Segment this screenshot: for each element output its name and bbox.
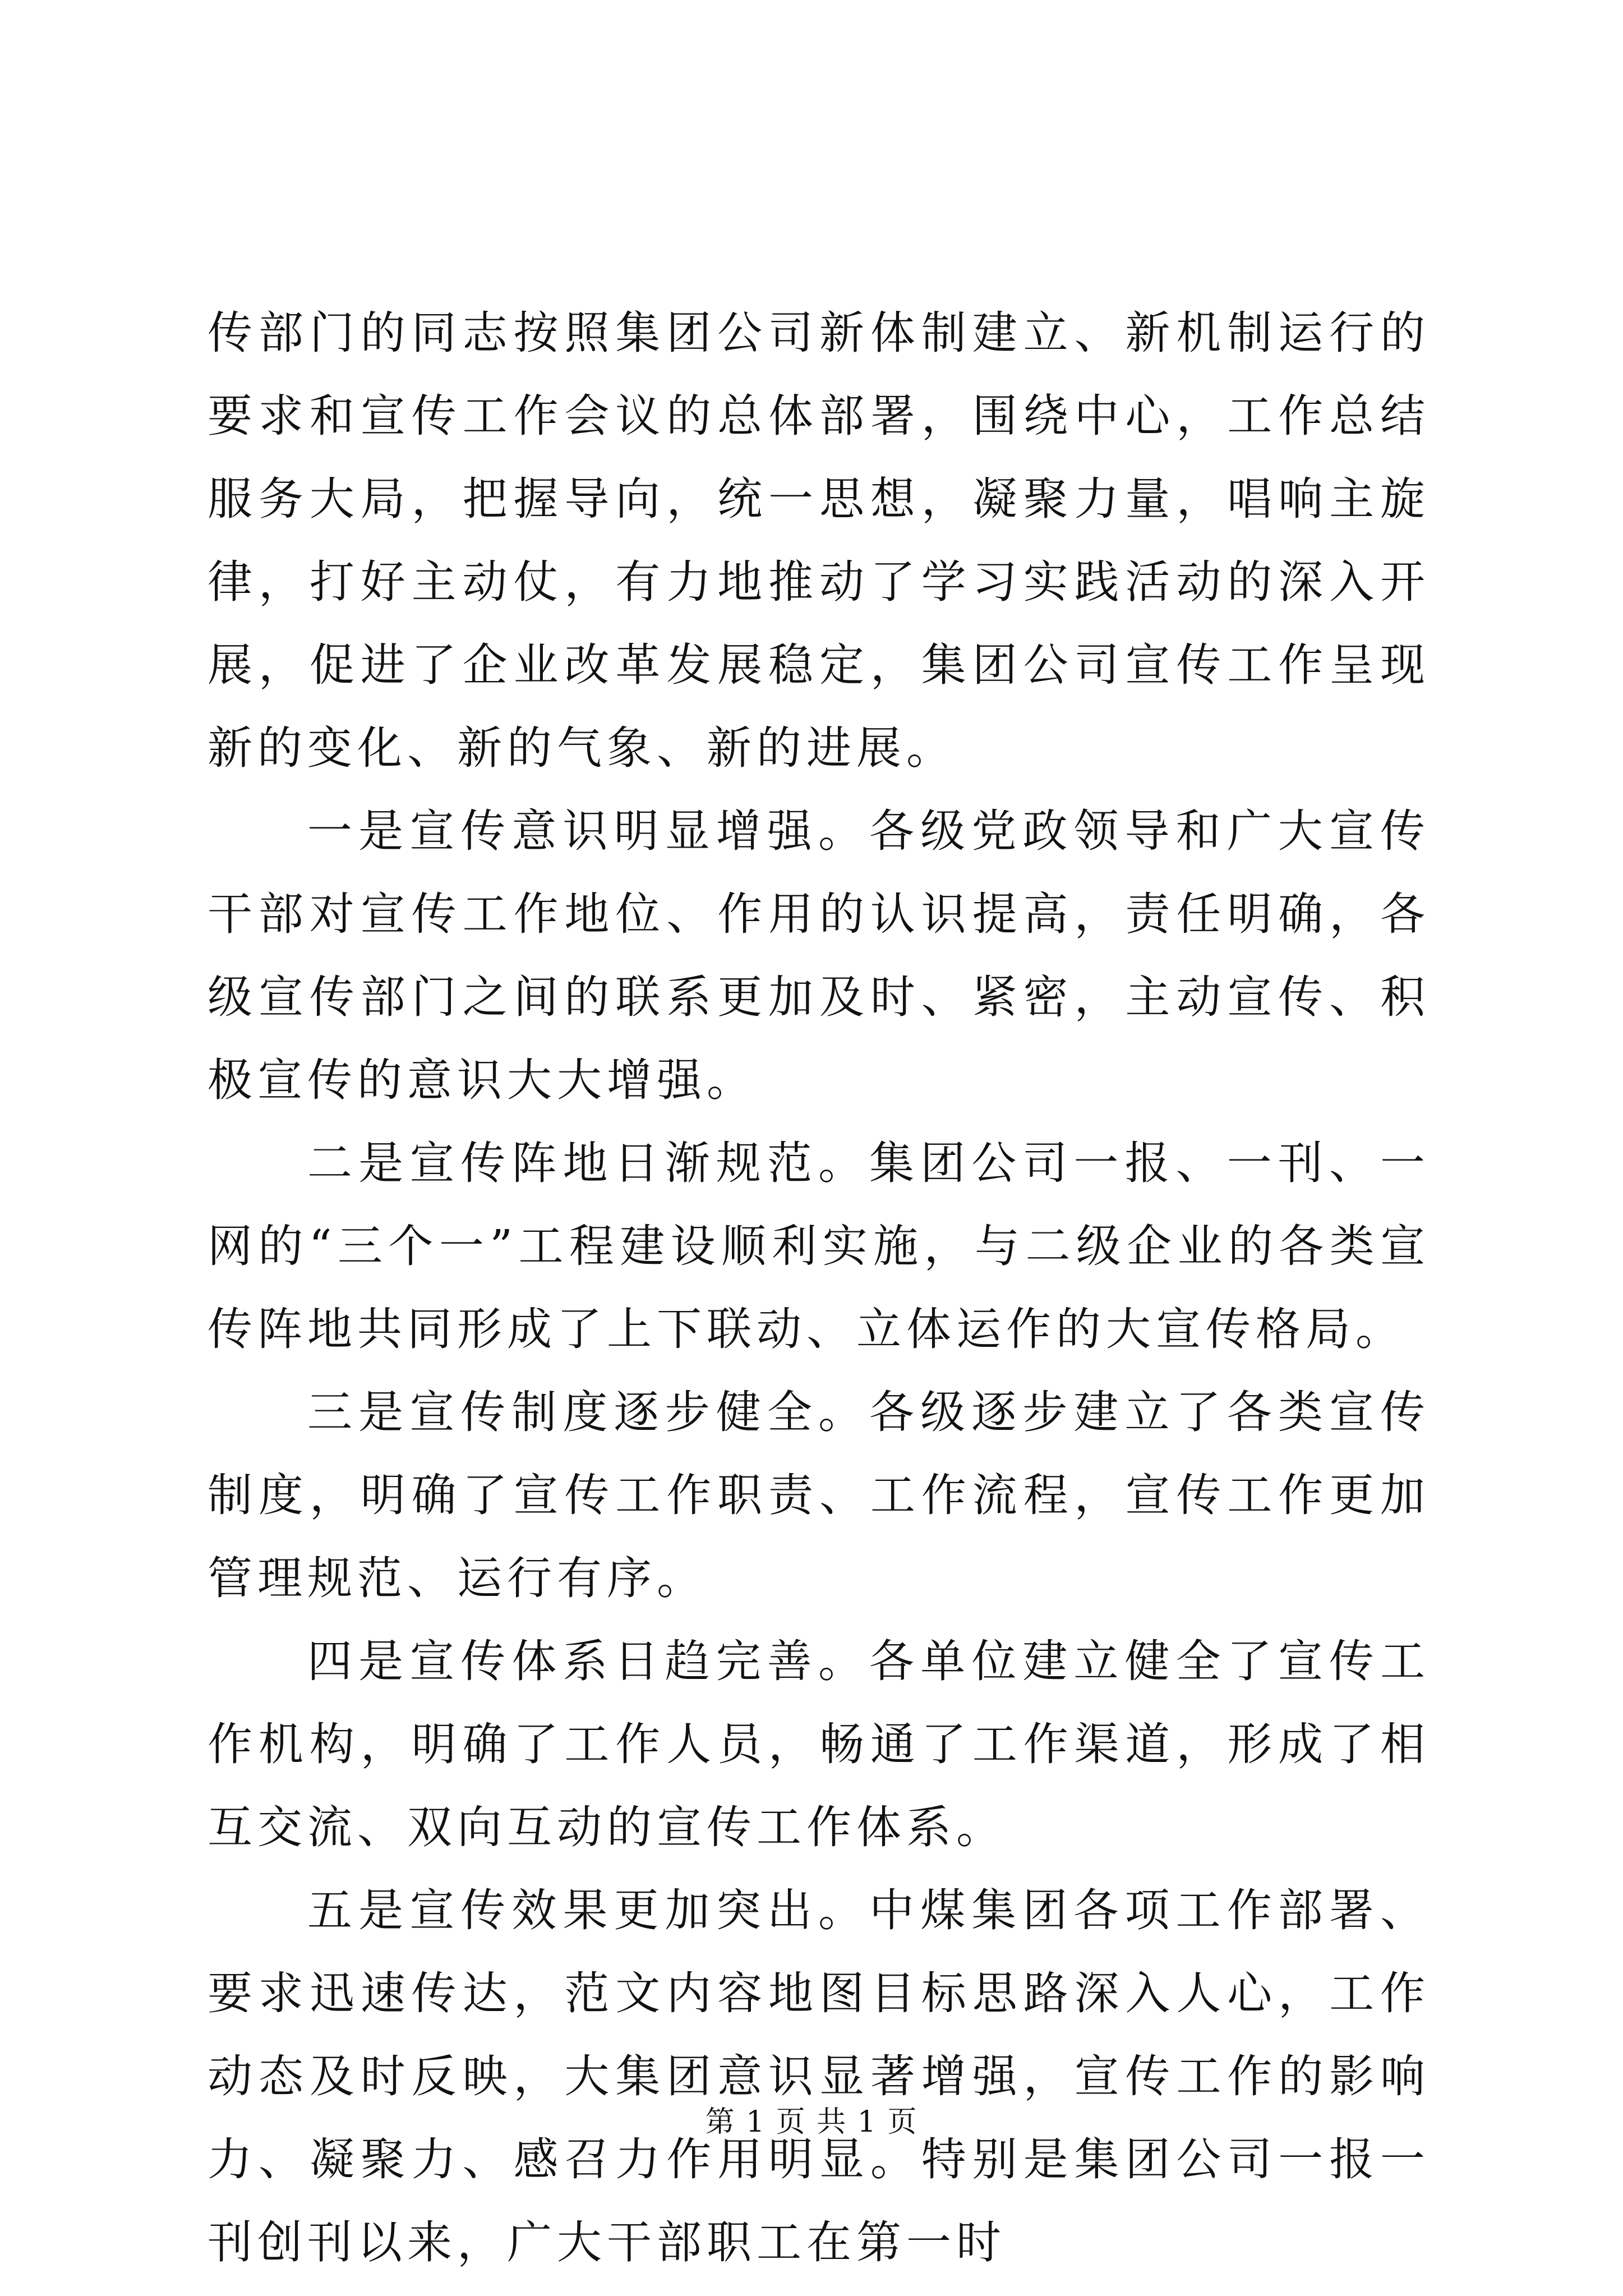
paragraph-3: 二是宣传阵地日渐规范。集团公司一报、一刊、一网的“三个一”工程建设顺利实施，与二级企业的各类宣传阵地共同形成了上下联动、立体运作的大宣传格局。 [208,1137,1430,1355]
paragraph-2: 一是宣传意识明显增强。各级党政领导和广大宣传干部对宣传工作地位、作用的认识提高，责任明确，各级宣传部门之间的联系更加及时、紧密，主动宣传、积极宣传的意识大大增强。 [208,805,1430,1106]
page-footer: 第 1 页 共 1 页 [705,2105,918,2139]
paragraph-5: 四是宣传体系日趋完善。各单位建立健全了宣传工作机构，明确了工作人员，畅通了工作渠道，形成了相互交流、双向互动的宣传工作体系。 [208,1635,1430,1853]
paragraph-1: 传部门的同志按照集团公司新体制建立、新机制运行的要求和宣传工作会议的总体部署，围绕中心，工作总结服务大局，把握导向，统一思想，凝聚力量，唱响主旋律，打好主动仗，有力地推动了学习实践活动的深入开展，促进了企业改革发展稳定，集团公司宣传工作呈现新的变化、新的气象、新的进展。 [208,307,1430,774]
document-body [208,292,1430,2284]
paragraph-6: 五是宣传效果更加突出。中煤集团各项工作部署、要求迅速传达，范文内容地图目标思路深入人心，工作动态及时反映，大集团意识显著增强，宣传工作的影响力、凝聚力、感召力作用明显。特别是集团公司一报一刊创刊以来，广大干部职工在第一时 [208,1884,1430,2269]
paragraph-4: 三是宣传制度逐步健全。各级逐步建立了各类宣传制度，明确了宣传工作职责、工作流程，宣传工作更加管理规范、运行有序。 [208,1386,1430,1604]
